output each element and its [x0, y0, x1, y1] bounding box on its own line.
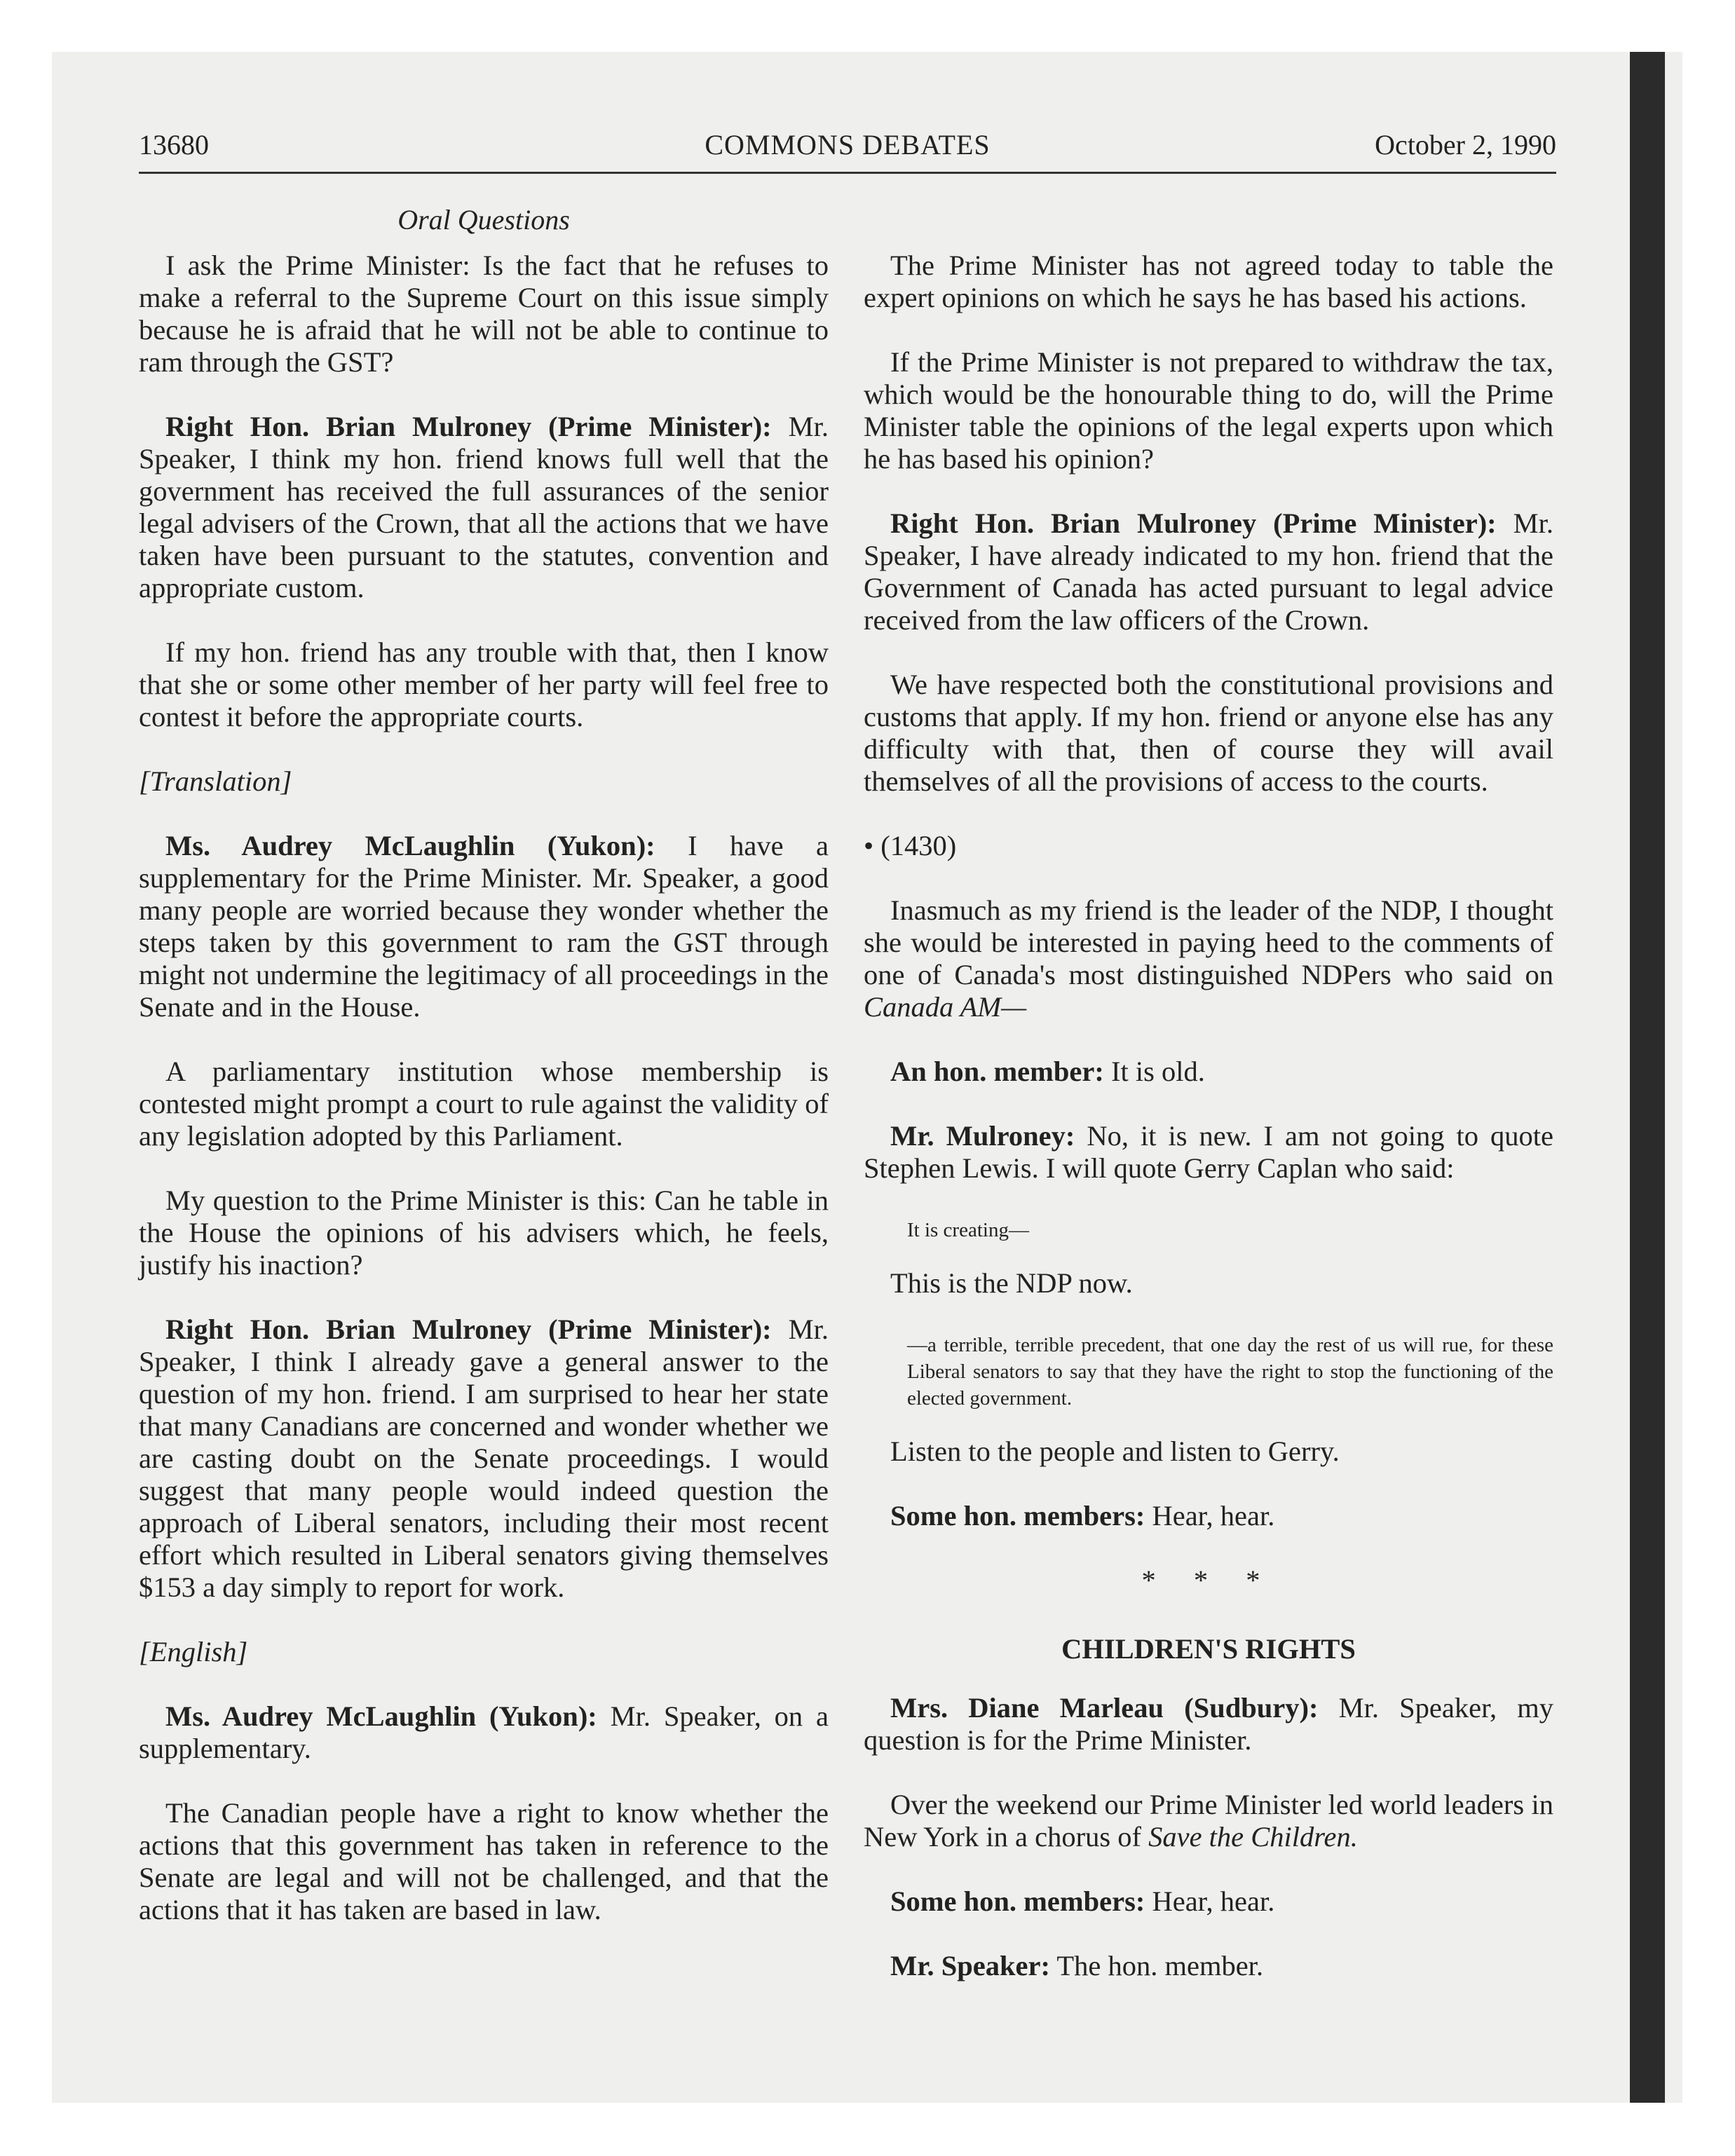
- speech-text: Mr. Speaker, my question is for the Prime Minister.: [864, 1692, 1553, 1756]
- speaker-name: Some hon. members:: [890, 1500, 1145, 1531]
- speaker-name: Right Hon. Brian Mulroney (Prime Minister):: [165, 411, 772, 442]
- paragraph: The Canadian people have a right to know whether the actions that this government has taken in reference to the Senate are legal and will not be challenged, and that the actions that it has taken are based in law.: [139, 1797, 829, 1925]
- paragraph-text: Over the weekend our Prime Minister led world leaders in New York in a chorus of: [864, 1789, 1553, 1853]
- speech-paragraph: [864, 1120, 1553, 1185]
- speech-paragraph: [864, 1885, 1553, 1918]
- left-column: [139, 250, 829, 1958]
- speech-paragraph: [864, 507, 1553, 636]
- paragraph: Listen to the people and listen to Gerry.: [890, 1435, 1340, 1467]
- speaker-name: Right Hon. Brian Mulroney (Prime Minister):: [890, 507, 1497, 539]
- paragraph: [864, 1789, 1553, 1853]
- speech-paragraph: [864, 1056, 1553, 1088]
- speech-text: Mr. Speaker, I have already indicated to my hon. friend that the Government of Canada has acted pursuant to legal advice received from the law officers of the Crown.: [864, 507, 1553, 636]
- speaker-name: Some hon. members:: [890, 1885, 1145, 1917]
- paragraph: This is the NDP now.: [890, 1267, 1133, 1299]
- publication-title: COMMONS DEBATES: [705, 129, 991, 161]
- paragraph: If my hon. friend has any trouble with that, then I know that she or some other member of her party will feel free to contest it before the appropriate courts.: [139, 636, 829, 732]
- speech-text: I have a supplementary for the Prime Minister. Mr. Speaker, a good many people are worried because they wonder whether the steps taken by this government to ram the GST through might not undermine the legitimacy of all proceedings in the Senate and in the House.: [139, 830, 829, 1023]
- right-column: [864, 250, 1553, 2014]
- speaker-name: Right Hon. Brian Mulroney (Prime Minister):: [165, 1314, 772, 1345]
- speech-paragraph: [139, 1314, 829, 1604]
- paragraph: If the Prime Minister is not prepared to withdraw the tax, which would be the honourable thing to do, will the Prime Minister table the opinions of the legal experts upon which he has based his opinion?: [864, 346, 1553, 475]
- speaker-name: Mr. Speaker:: [890, 1950, 1050, 1981]
- paragraph: I ask the Prime Minister: Is the fact that he refuses to make a referral to the Supreme Court on this issue simply because he is afraid that he will not be able to continue to ram through the GST?: [139, 250, 829, 378]
- section-separator: * * *: [1141, 1564, 1276, 1596]
- block-quote: It is creating—: [907, 1219, 1029, 1241]
- section-title: Oral Questions: [397, 204, 570, 236]
- speech-text: Mr. Speaker, I think my hon. friend knows full well that the government has received the full assurances of the senior legal advisers of the Crown, that all the actions that we have taken have been pursuant to the statutes, convention and appropriate custom.: [139, 411, 829, 603]
- speech-text: No, it is new. I am not going to quote Stephen Lewis. I will quote Gerry Caplan who said:: [864, 1120, 1554, 1184]
- paragraph: My question to the Prime Minister is this: Can he table in the House the opinions of his advisers which, he feels, justify his inaction?: [139, 1185, 829, 1281]
- time-marker: • (1430): [864, 830, 957, 861]
- page-number: 13680: [139, 129, 209, 161]
- paragraph: A parliamentary institution whose membership is contested might prompt a court to rule against the validity of any legislation adopted by this Parliament.: [139, 1056, 829, 1152]
- language-tag: [Translation]: [139, 765, 292, 797]
- paragraph: The Prime Minister has not agreed today to table the expert opinions on which he says he has based his actions.: [864, 250, 1553, 313]
- speech-paragraph: [139, 411, 829, 604]
- speech-paragraph: [864, 1950, 1553, 1982]
- speech-paragraph: [864, 1500, 1553, 1532]
- language-tag: [English]: [139, 1636, 248, 1667]
- speech-paragraph: [139, 1700, 829, 1765]
- speech-text: Mr. Speaker, on a supplementary.: [139, 1700, 829, 1764]
- speaker-name: Mrs. Diane Marleau (Sudbury):: [890, 1692, 1319, 1724]
- publication-date: October 2, 1990: [1375, 129, 1556, 161]
- speech-paragraph: [139, 830, 829, 1023]
- section-heading: CHILDREN'S RIGHTS: [1061, 1633, 1356, 1665]
- speaker-name: Ms. Audrey McLaughlin (Yukon):: [165, 830, 655, 861]
- page-header: [139, 123, 1556, 174]
- speech-text: It is old.: [1110, 1056, 1205, 1087]
- speech-paragraph: [864, 1692, 1553, 1756]
- speaker-name: Ms. Audrey McLaughlin (Yukon):: [165, 1700, 597, 1732]
- speech-text: Mr. Speaker, I think I already gave a general answer to the question of my hon. friend. I am surprised to hear her state that many Canadians are concerned and wonder whether we are casting doubt on the Senate proceedings. I would suggest that many people would indeed question the approach of Liberal senators, including their most recent effort which resulted in Liberal senators giving themselves $153 a day simply to report for work.: [139, 1314, 829, 1603]
- scan-edge-bar: [1630, 52, 1665, 2103]
- paragraph-text: Inasmuch as my friend is the leader of the NDP, I thought she would be interested in paying heed to the comments of one of Canada's most distinguished NDPers who said on: [864, 894, 1553, 990]
- paragraph: [864, 894, 1553, 1023]
- speech-text: The hon. member.: [1056, 1950, 1264, 1981]
- speaker-name: An hon. member:: [890, 1056, 1104, 1087]
- block-quote: —a terrible, terrible precedent, that one day the rest of us will rue, for these Liberal senators to say that they have the right to stop the functioning of the elected government.: [907, 1334, 1553, 1410]
- campaign-title: Save the Children.: [1148, 1821, 1358, 1853]
- speech-text: Hear, hear.: [1152, 1885, 1275, 1917]
- speech-text: Hear, hear.: [1152, 1500, 1275, 1531]
- speaker-name: Mr. Mulroney:: [890, 1120, 1075, 1152]
- program-title: Canada AM—: [864, 991, 1027, 1023]
- paragraph: We have respected both the constitutional provisions and customs that apply. If my hon. friend or anyone else has any difficulty with that, then of course they will avail themselves of all the provisions of access to the courts.: [864, 669, 1553, 797]
